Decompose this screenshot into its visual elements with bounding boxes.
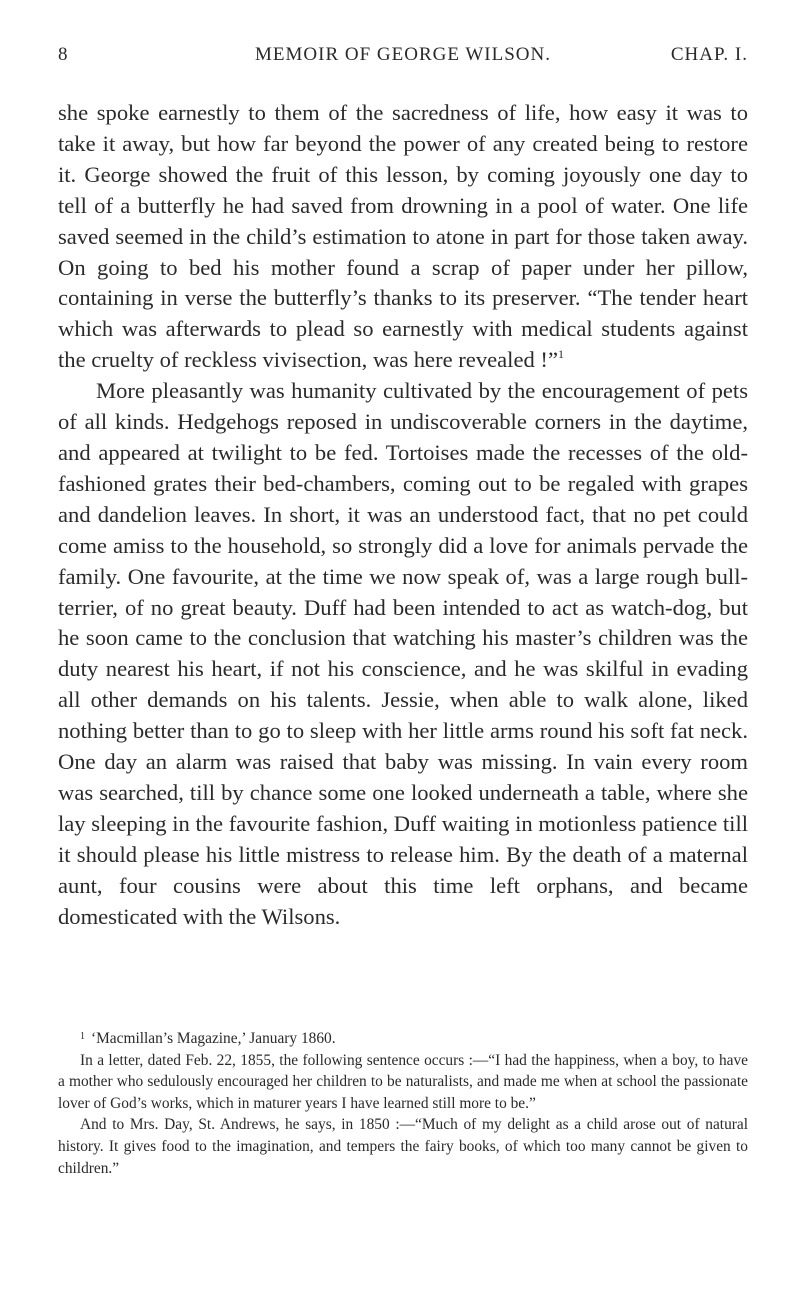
chapter-label: CHAP. I. [670, 44, 748, 65]
footnote: In a letter, dated Feb. 22, 1855, the following sentence occurs :—“I had the happiness, when a boy, to have a mother who sedulously encouraged her children to be naturalists, and made me when at school the passionate lover of God’s works, which in maturer years I have learned still more to be.” [58, 1051, 748, 1112]
running-head [58, 44, 748, 70]
footnote [58, 1028, 748, 1050]
paragraph [58, 98, 748, 376]
body-text [58, 98, 748, 932]
footnote-reference: 1 [557, 347, 564, 362]
footnote-marker: 1 [80, 1031, 85, 1042]
paragraph-text: she spoke earnestly to them of the sacredness of life, how easy it was to take it away, but how far beyond the power of any created being to restore it. George showed the fruit of this lesson, by coming joyously one day to tell of a butterfly he had saved from drowning in a pool of water. One life saved seemed in the child’s estimation to atone in part for those taken away. On going to bed his mother found a scrap of paper under her pillow, containing in verse the butterfly’s thanks to its preserver. “The tender heart which was afterwards to plead so earnestly with medical students against the cruelty of reckless vivisection, was here revealed !” [58, 100, 748, 373]
footnotes [58, 1028, 748, 1179]
footnote-text: ‘Macmillan’s Magazine,’ January 1860. [91, 1030, 336, 1047]
footnote: And to Mrs. Day, St. Andrews, he says, in 1850 :—“Much of my delight as a child arose out of natural history. It gives food to the imagination, and tempers the fairy books, of which too many cannot be given to children.” [58, 1116, 748, 1177]
paragraph: More pleasantly was humanity cultivated by the encouragement of pets of all kinds. Hedgehogs reposed in undiscoverable corners in the daytime, and appeared at twilight to be fed. Tortoises made the recesses of the old-fashioned grates their bed-chambers, coming out to be regaled with grapes and dandelion leaves. In short, it was an understood fact, that no pet could come amiss to the household, so strongly did a love for animals pervade the family. One favourite, at the time we now speak of, was a large rough bull-terrier, of no great beauty. Duff had been intended to act as watch-dog, but he soon came to the conclusion that watching his master’s children was the duty nearest his heart, if not his conscience, and he was skilful in evading all other demands on his talents. Jessie, when able to walk alone, liked nothing better than to go to sleep with her little arms round his soft fat neck. One day an alarm was raised that baby was missing. In vain every room was searched, till by chance some one looked underneath a table, where she lay sleeping in the favourite fashion, Duff waiting in motionless patience till it should please his little mistress to release him. By the death of a maternal aunt, four cousins were about this time left orphans, and became domesticated with the Wilsons. [58, 378, 748, 929]
page-number: 8 [58, 44, 68, 65]
running-title: MEMOIR OF GEORGE WILSON. [255, 44, 551, 65]
